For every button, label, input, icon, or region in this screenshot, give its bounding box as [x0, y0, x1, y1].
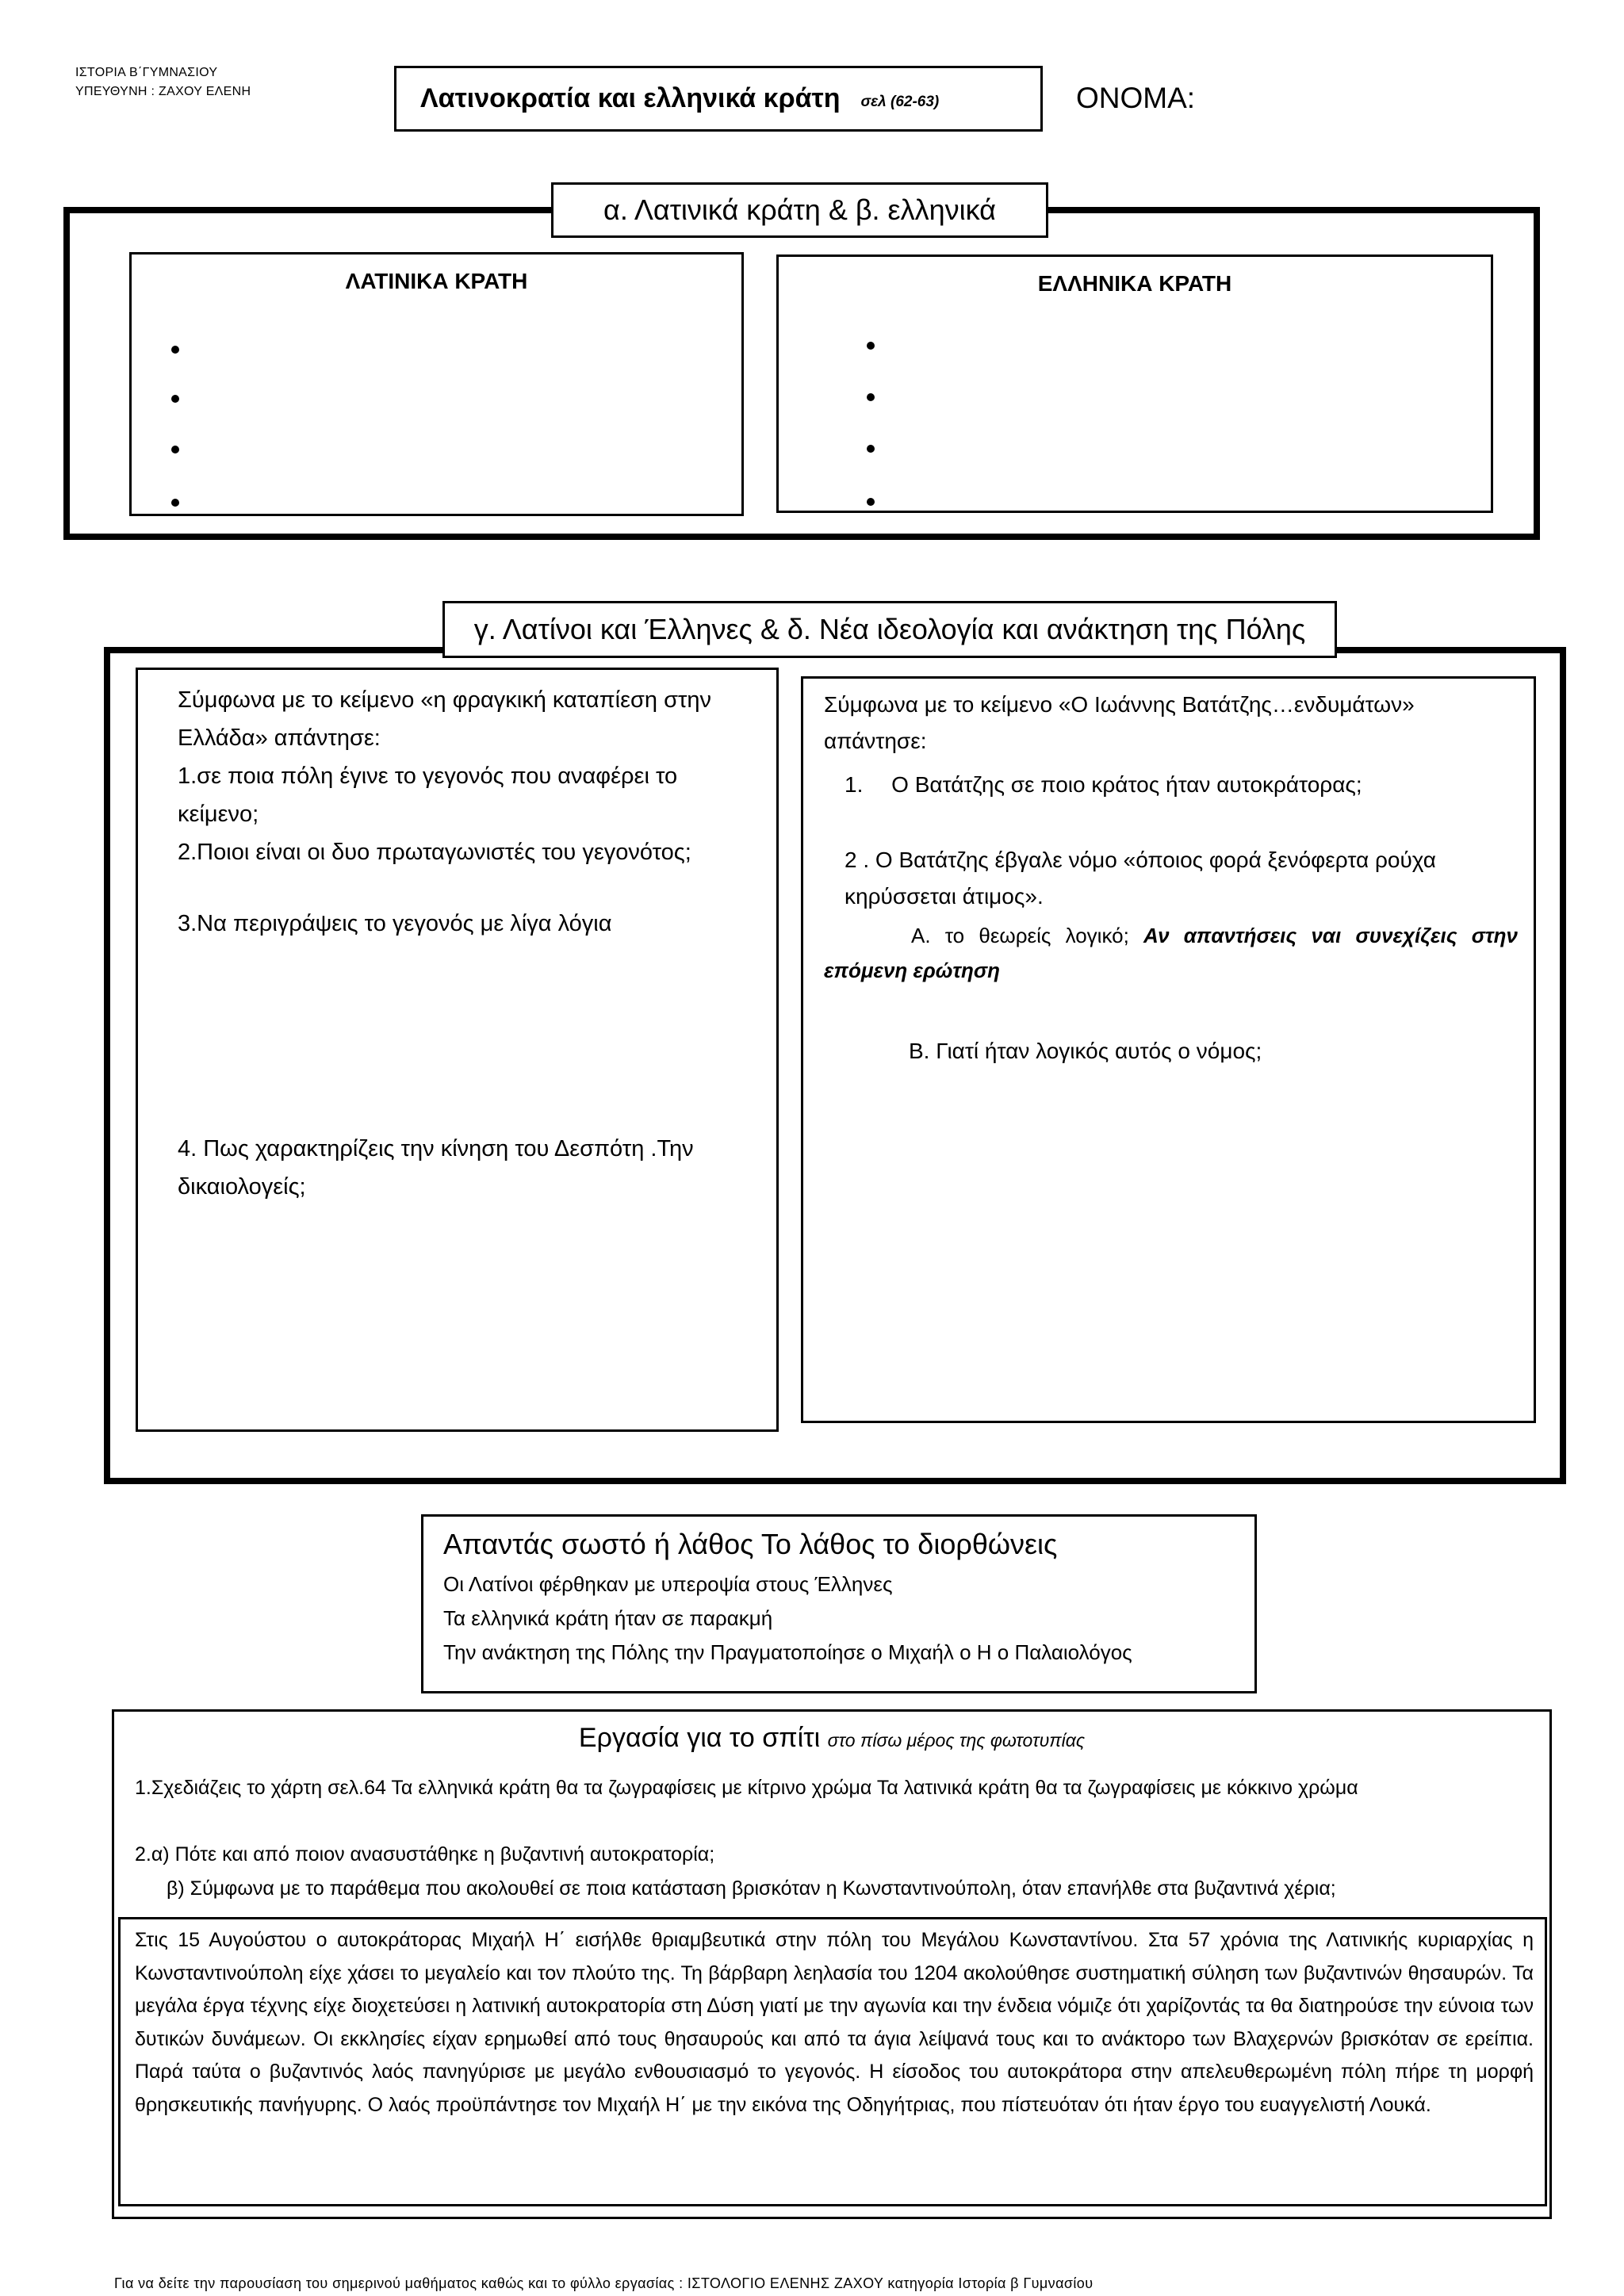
latin-states-box	[129, 252, 744, 516]
greek-state-bullet	[867, 434, 898, 465]
left-question-box	[136, 668, 779, 1432]
true-false-item: Την ανάκτηση της Πόλης την Πραγματοποίησε ο Μιχαήλ ο Η ο Παλαιολόγος	[443, 1640, 1132, 1664]
left-question-4: 4. Πως χαρακτηρίζεις την κίνηση του Δεσπότη .Την δικαιολογείς;	[178, 1136, 694, 1200]
right-intro: Σύμφωνα με το κείμενο «Ο Ιωάννης Βατάτζης…ενδυμάτων» απάντησε:	[824, 692, 1415, 753]
true-false-item: Τα ελληνικά κράτη ήταν σε παρακμή	[443, 1606, 773, 1630]
latin-state-bullet	[171, 335, 203, 366]
true-false-title: Απαντάς σωστό ή λάθος Το λάθος το διορθώνεις	[443, 1528, 1058, 1560]
right-question-1: Ο Βατάτζης σε ποιο κράτος ήταν αυτοκράτορας;	[891, 772, 1362, 797]
header-teacher: ΥΠΕΥΘΥΝΗ : ΖΑΧΟΥ ΕΛΕΝΗ	[75, 85, 251, 98]
left-question-3: 3.Να περιγράψεις το γεγονός με λίγα λόγια	[178, 911, 612, 936]
homework-subtitle: στο πίσω μέρος της φωτοτυπίας	[827, 1730, 1086, 1751]
homework-task-1: 1.Σχεδιάζεις το χάρτη σελ.64 Τα ελληνικά κράτη θα τα ζωγραφίσεις με κίτρινο χρώμα Τα λατινικά κράτη θα τα ζωγραφίσεις με κόκκινο χρώμα	[135, 1777, 1358, 1799]
right-question-box	[801, 676, 1536, 1423]
greek-state-bullet	[867, 382, 898, 414]
latin-state-bullet	[171, 434, 203, 466]
greek-state-bullet	[867, 487, 898, 519]
greek-state-bullet	[867, 331, 898, 362]
right-question-1-number: 1.	[845, 772, 864, 797]
right-question-2b: Β. Γιατί ήταν λογικός αυτός ο νόμος;	[909, 1039, 1262, 1063]
greek-states-box	[776, 254, 1493, 513]
greek-states-heading: ΕΛΛΗΝΙΚΑ ΚΡΑΤΗ	[1037, 271, 1232, 296]
left-intro: Σύμφωνα με το κείμενο «η φραγκική καταπίεση στην Ελλάδα» απάντησε:	[178, 687, 712, 751]
name-label: ΟΝΟΜΑ:	[1076, 82, 1196, 114]
section-cd-label: γ. Λατίνοι και Έλληνες & δ. Νέα ιδεολογία και ανάκτηση της Πόλης	[442, 601, 1337, 658]
homework-task-2b: β) Σύμφωνα με το παράθεμα που ακολουθεί σε ποια κατάσταση βρισκόταν η Κωνσταντινούπολη, όταν επανήλθε στα βυζαντινά χέρια;	[167, 1877, 1336, 1900]
latin-state-bullet	[171, 384, 203, 415]
excerpt-text: Στις 15 Αυγούστου ο αυτοκράτορας Μιχαήλ Η΄ εισήλθε θριαμβευτικά στην πόλη του Μεγάλου Κωνσταντίνου. Στα 57 χρόνια της Λατινικής κυριαρχίας η Κωνσταντινούπολη είχε χάσει το μεγαλείο και τον πλούτο της. Τη βάρβαρη λεηλασία του 1204 ακολούθησε συστηματική σύληση των βυζαντινών θησαυρών. Τα μεγάλα έργα τέχνης είχε διοχετεύσει η λατινική αυτοκρατορία στη Δύση γιατί με την αγωνία και την ένδεια νόμιζε ότι χαρίζοντάς τα θα διατηρούσε την εύνοια των δυτικών δυνάμεων. Οι εκκλησίες είχαν ερημωθεί από τους θησαυρούς και από τα άγια λείψανά τους και το ανάκτορο των Βλαχερνών βρισκόταν σε ερείπια. Παρά ταύτα ο βυζαντινός λαός πανηγύρισε με μεγάλο ενθουσιασμό το γεγονός. Η είσοδος του αυτοκράτορα στην απελευθερωμένη πόλη πήρε τη μορφή θρησκευτικής πανήγυρης. Ο λαός προϋπάντησε τον Μιχαήλ Η΄ με την εικόνα της Οδηγήτριας, που πίστευόταν ότι ήταν έργο του ευαγγελιστή Λουκά.	[135, 1929, 1534, 2116]
latin-state-bullet	[171, 488, 203, 519]
left-question-2: 2.Ποιοι είναι οι δυο πρωταγωνιστές του γεγονότος;	[178, 840, 691, 865]
right-question-2a-note: Αν απαντήσεις ναι συνεχίζεις στην επόμενη ερώτηση	[824, 924, 1518, 982]
left-question-1: 1.σε ποια πόλη έγινε το γεγονός που αναφέρει το κείμενο;	[178, 763, 678, 827]
homework-task-2a: 2.α) Πότε και από ποιον ανασυστάθηκε η βυζαντινή αυτοκρατορία;	[135, 1843, 715, 1866]
right-question-2a: Α. το θεωρείς λογικό;	[911, 924, 1129, 947]
latin-states-heading: ΛΑΤΙΝΙΚΑ ΚΡΑΤΗ	[345, 269, 528, 293]
true-false-item: Οι Λατίνοι φέρθηκαν με υπεροψία στους Έλληνες	[443, 1572, 893, 1596]
homework-title: Εργασία για το σπίτι	[578, 1723, 821, 1753]
section-ab-label: α. Λατινικά κράτη & β. ελληνικά	[551, 182, 1048, 238]
worksheet-title: Λατινοκρατία και ελληνικά κράτη	[420, 83, 841, 113]
footer-note: Για να δείτε την παρουσίαση του σημερινού μαθήματος καθώς και το φύλλο εργασίας : ΙΣΤΟΛΟΓΙΟ ΕΛΕΝΗΣ ΖΑΧΟΥ κατηγορία Ιστορία β Γυμνασίου	[114, 2275, 1094, 2291]
true-false-box	[421, 1514, 1257, 1693]
right-question-2: 2 . Ο Βατάτζης έβγαλε νόμο «όποιος φορά ξενόφερτα ρούχα κηρύσσεται άτιμος».	[845, 848, 1436, 909]
worksheet-pages: σελ (62-63)	[860, 93, 940, 110]
header-subject: ΙΣΤΟΡΙΑ Β΄ΓΥΜΝΑΣΙΟΥ	[75, 66, 218, 79]
worksheet-title-box	[394, 66, 1043, 132]
excerpt-box	[118, 1917, 1547, 2206]
